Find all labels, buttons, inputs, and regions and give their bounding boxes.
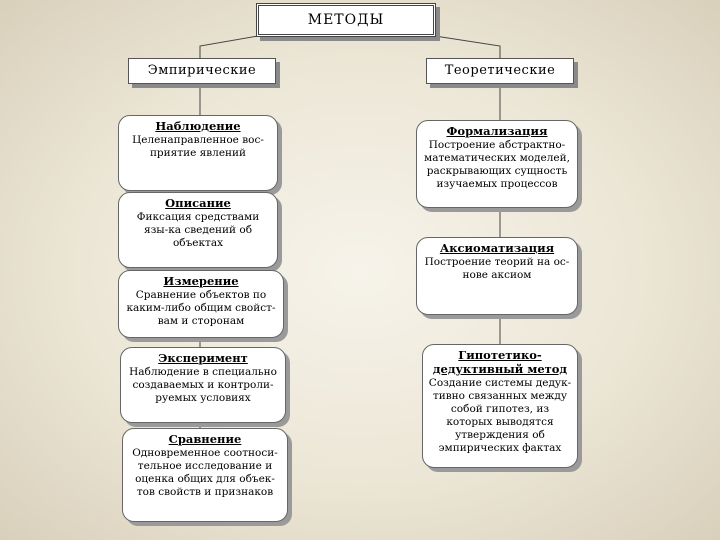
method-title: Аксиоматизация <box>439 241 555 255</box>
theoretical-label: Теоретические <box>444 63 556 78</box>
method-description: Создание системы дедук-тивно связанных между собой гипотез, из которых выводятся утверждения об эмпирических фактах <box>428 377 572 454</box>
connector-root-theoretical <box>435 36 500 58</box>
method-description: Сравнение объектов по каким-либо общим свойст-вам и сторонам <box>126 289 276 327</box>
method-title: Сравнение <box>168 432 242 446</box>
empirical-label: Эмпирические <box>147 63 257 78</box>
empirical-header-box <box>128 58 276 84</box>
method-measurement <box>118 270 284 338</box>
method-title: Наблюдение <box>155 119 241 133</box>
method-title: Эксперимент <box>158 351 248 365</box>
method-hypothetico-deductive <box>422 344 578 468</box>
theoretical-header-box <box>426 58 574 84</box>
method-title: Измерение <box>163 274 239 288</box>
method-axiomatization <box>416 237 578 315</box>
method-title: Описание <box>165 196 231 210</box>
method-formalization <box>416 120 578 208</box>
method-description-box <box>118 192 278 268</box>
method-comparison <box>122 428 288 522</box>
root-title: МЕТОДЫ <box>307 12 385 28</box>
method-description: Построение абстрактно-математических моделей, раскрывающих сущность изучаемых процессов <box>424 139 570 190</box>
method-description: Одновременное соотноси-тельное исследование и оценка общих для объек-тов свойств и признаков <box>132 447 278 498</box>
method-description: Целенаправленное вос-приятие явлений <box>132 134 264 159</box>
method-description: Построение теорий на ос-нове аксиом <box>424 256 570 281</box>
method-description: Фиксация средствами язы-ка сведений об объектах <box>136 211 260 249</box>
method-title: Гипотетико-дедуктивный метод <box>432 348 568 376</box>
method-title: Формализация <box>446 124 548 138</box>
method-description: Наблюдение в специально создаваемых и контроли-руемых условиях <box>129 366 277 404</box>
method-experiment <box>120 347 286 423</box>
root-methods-box <box>256 3 436 37</box>
method-observation <box>118 115 278 191</box>
connector-root-empirical <box>200 36 258 58</box>
